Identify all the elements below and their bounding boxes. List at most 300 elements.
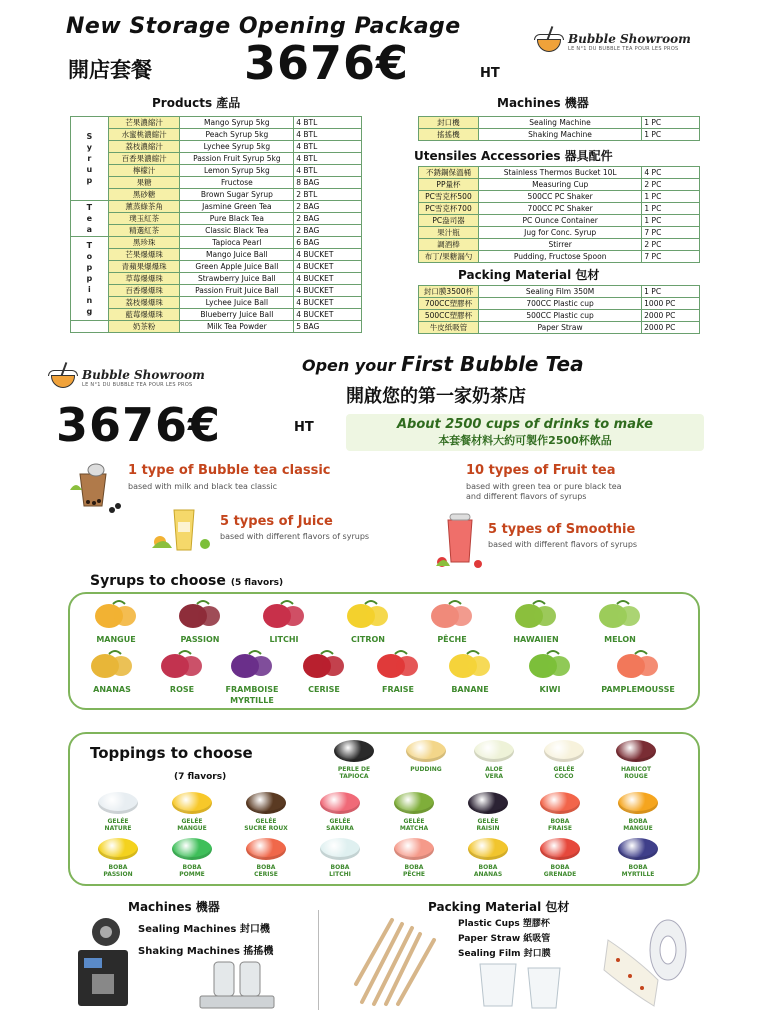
topping-item (312, 838, 368, 878)
product-name-en: Mango Juice Ball (180, 249, 294, 261)
syrup-flavor-label: LITCHI (269, 635, 299, 644)
syrup-flavor-label: HAWAIIEN (513, 635, 559, 644)
product-name-cn: 草莓爆爆珠 (108, 273, 180, 285)
item-name-cn: 布丁/果糖漏勺 (419, 251, 479, 263)
item-qty: 2000 PC (642, 310, 700, 322)
category-letter: T (86, 241, 93, 250)
bottom-divider (318, 910, 319, 1010)
syrups-heading-row (90, 570, 283, 589)
promo-headline (302, 352, 584, 376)
topping-label: HARICOT ROUGE (620, 766, 652, 780)
packing-row (419, 310, 700, 322)
products-row (71, 285, 362, 297)
topping-bowl-icon (468, 838, 508, 860)
utensils-table (418, 166, 700, 263)
item-name-cn: 500CC塑膠杯 (419, 310, 479, 322)
products-row (71, 165, 362, 177)
topping-item (238, 838, 294, 878)
shaking-machine-icon (196, 956, 278, 1010)
syrup-flavor-label: PÊCHE (437, 635, 467, 644)
product-name-en: Classic Black Tea (180, 225, 294, 237)
fruit-icon (299, 648, 349, 680)
item-name-en: 500CC Plastic cup (478, 310, 641, 322)
product-qty: 4 BTL (294, 141, 362, 153)
item-qty: 1 PC (642, 286, 700, 298)
topping-label: GELÉE MATCHA (399, 818, 429, 832)
products-row (71, 261, 362, 273)
item-qty: 4 PC (642, 167, 700, 179)
packing-row (419, 286, 700, 298)
syrup-item (596, 648, 680, 695)
topping-item (610, 838, 666, 878)
category-letter: p (86, 274, 93, 283)
topping-label: BOBA LITCHI (329, 864, 351, 878)
topping-item (398, 740, 454, 773)
utensils-row (419, 191, 700, 203)
topping-bowl-icon (540, 838, 580, 860)
machines-table (418, 116, 700, 141)
fruit-icon (87, 648, 137, 680)
packing-row (419, 298, 700, 310)
promo-price: 3676€ (56, 398, 222, 452)
item-qty: 2 PC (642, 239, 700, 251)
products-row (71, 309, 362, 321)
bottom-machines-heading: Machines 機器 (128, 900, 220, 914)
product-name-cn: 果糖 (108, 177, 180, 189)
products-row (71, 273, 362, 285)
product-name-cn: 青蘋果爆爆珠 (108, 261, 180, 273)
feature-sub-classic: based with milk and black tea classic (128, 482, 277, 491)
category-letter: i (87, 285, 91, 294)
topping-label: BOBA FRAISE (547, 818, 572, 832)
feature-sub-smoothie: based with different flavors of syrups (488, 540, 638, 549)
paper-straw-label: Paper Straw 紙吸管 (458, 934, 551, 944)
item-name-en: 700CC PC Shaker (478, 203, 641, 215)
item-name-en: Measuring Cup (478, 179, 641, 191)
item-name-en: Sealing Film 350M (478, 286, 641, 298)
feature-title-juice: 5 types of Juice (220, 514, 333, 529)
fruit-icon (175, 598, 225, 630)
products-heading: Products 產品 (152, 96, 241, 110)
category-label-syrup (71, 117, 109, 201)
fruit-icon (525, 648, 575, 680)
category-letter: r (87, 154, 92, 163)
milk-tea-cup-icon (66, 460, 122, 516)
syrup-item (508, 648, 592, 695)
product-qty: 2 BAG (294, 201, 362, 213)
fruit-icon (373, 648, 423, 680)
topping-item (460, 792, 516, 832)
product-name-cn: 黑砂糖 (108, 189, 180, 201)
product-name-en: Green Apple Juice Ball (180, 261, 294, 273)
plastic-cups-icon (470, 956, 594, 1010)
topping-item (326, 740, 382, 780)
sealing-machine-icon (70, 914, 136, 1010)
fruit-icon (343, 598, 393, 630)
product-name-en: Peach Syrup 5kg (180, 129, 294, 141)
category-label-topping (71, 237, 109, 321)
sealing-film-icon (598, 910, 694, 1010)
cups-line: About 2500 cups of drinks to make (397, 417, 653, 432)
syrup-item (578, 598, 662, 645)
product-name-cn: 黑珍珠 (108, 237, 180, 249)
syrup-item (158, 598, 242, 645)
product-qty: 4 BUCKET (294, 309, 362, 321)
topping-label: BOBA PASSION (103, 864, 133, 878)
product-name-en: Jasmine Green Tea (180, 201, 294, 213)
topping-bowl-icon (540, 792, 580, 814)
topping-item (90, 792, 146, 832)
syrup-item (428, 648, 512, 695)
topping-bowl-icon (544, 740, 584, 762)
fruit-icon (511, 598, 561, 630)
smoothie-cup-icon (434, 510, 486, 570)
logo-name: Bubble Showroom (82, 368, 205, 382)
topping-item (386, 838, 442, 878)
products-row (71, 237, 362, 249)
category-label-empty (71, 321, 109, 333)
syrup-flavor-label: BANANE (451, 685, 489, 694)
product-name-cn: 荔枝爆爆珠 (108, 297, 180, 309)
packing-row (419, 322, 700, 334)
fruit-icon (227, 648, 277, 680)
category-letter: S (86, 132, 93, 141)
brand-logo-2 (48, 366, 205, 390)
topping-bowl-icon (98, 838, 138, 860)
product-name-en: Mango Syrup 5kg (180, 117, 294, 129)
product-qty: 2 BAG (294, 213, 362, 225)
topping-label: ALOE VERA (484, 766, 503, 780)
category-letter: p (86, 176, 93, 185)
product-qty: 4 BUCKET (294, 297, 362, 309)
item-name-en: Sealing Machine (478, 117, 641, 129)
juice-cup-icon (150, 504, 216, 554)
promo-cn: 開啟您的第一家奶茶店 (346, 386, 526, 407)
item-name-cn: 搖搖機 (419, 129, 479, 141)
packing-table (418, 285, 700, 334)
topping-label: GELÉE SAKURA (326, 818, 354, 832)
syrup-flavor-label: ROSE (169, 685, 195, 694)
topping-label: GELÉE RAISIN (476, 818, 500, 832)
topping-label: BOBA POMME (179, 864, 205, 878)
topping-bowl-icon (334, 740, 374, 762)
topping-bowl-icon (618, 838, 658, 860)
category-letter: g (86, 307, 93, 316)
syrup-item (494, 598, 578, 645)
plastic-cups-label: Plastic Cups 塑膠杯 (458, 919, 550, 929)
toppings-count: (7 flavors) (174, 772, 227, 782)
product-name-en: Lychee Juice Ball (180, 297, 294, 309)
topping-label: GELÉE MANGUE (177, 818, 207, 832)
item-name-cn: 700CC塑膠杯 (419, 298, 479, 310)
products-row (71, 201, 362, 213)
category-label-tea (71, 201, 109, 237)
shaking-machines-label: Shaking Machines 搖搖機 (138, 946, 274, 957)
item-name-en: PC Ounce Container (478, 215, 641, 227)
syrup-flavor-label: MELON (604, 635, 636, 644)
topping-bowl-icon (320, 838, 360, 860)
syrup-item (410, 598, 494, 645)
product-name-cn: 薰蒸綠茶角 (108, 201, 180, 213)
logo-tagline: LE N°1 DU BUBBLE TEA POUR LES PROS (82, 382, 193, 388)
bottom-packing-heading: Packing Material 包材 (428, 900, 570, 914)
item-qty: 1 PC (642, 203, 700, 215)
topping-bowl-icon (98, 792, 138, 814)
topping-label: PUDDING (410, 766, 442, 773)
item-name-en: Stirrer (478, 239, 641, 251)
syrup-item (282, 648, 366, 695)
products-row (71, 249, 362, 261)
topping-item (532, 792, 588, 832)
product-qty: 4 BTL (294, 153, 362, 165)
product-name-en: Pure Black Tea (180, 213, 294, 225)
topping-bowl-icon (468, 792, 508, 814)
topping-label: GELÉE COCO (553, 766, 575, 780)
item-name-en: 500CC PC Shaker (478, 191, 641, 203)
syrup-item (74, 598, 158, 645)
item-name-en: Shaking Machine (478, 129, 641, 141)
package-price: 3676€ (244, 36, 410, 90)
item-name-cn: PP量杯 (419, 179, 479, 191)
products-row (71, 321, 362, 333)
topping-item (386, 792, 442, 832)
topping-bowl-icon (406, 740, 446, 762)
packing-heading: Packing Material 包材 (458, 268, 600, 282)
product-name-cn: 檸檬汁 (108, 165, 180, 177)
product-name-en: Strawberry Juice Ball (180, 273, 294, 285)
products-row (71, 117, 362, 129)
products-table (70, 116, 362, 333)
item-name-cn: 調酒棒 (419, 239, 479, 251)
syrups-count: (5 flavors) (230, 578, 284, 588)
syrup-flavor-label: KIWI (539, 685, 561, 694)
topping-label: BOBA PÊCHE (402, 864, 426, 878)
syrup-item (326, 598, 410, 645)
topping-item (164, 838, 220, 878)
product-name-en: Passion Fruit Syrup 5kg (180, 153, 294, 165)
syrup-flavor-label: MANGUE (96, 635, 136, 644)
feature-title-smoothie: 5 types of Smoothie (488, 522, 636, 537)
promo-prefix: Open your (302, 356, 402, 375)
item-name-cn: 果汁瓶 (419, 227, 479, 239)
product-name-cn: 精選紅茶 (108, 225, 180, 237)
product-name-cn: 璞玉紅茶 (108, 213, 180, 225)
topping-label: GELÉE SUCRE ROUX (244, 818, 288, 832)
topping-item (466, 740, 522, 780)
sealing-film-label: Sealing Film 封口膜 (458, 949, 551, 959)
syrup-item (242, 598, 326, 645)
products-row (71, 129, 362, 141)
product-qty: 5 BAG (294, 321, 362, 333)
promo-main: First Bubble Tea (401, 352, 584, 376)
topping-label: BOBA GRENADE (543, 864, 577, 878)
category-letter: y (86, 143, 92, 152)
syrup-flavor-label: CITRON (351, 635, 385, 644)
product-qty: 8 BAG (294, 177, 362, 189)
category-letter: T (86, 203, 93, 212)
feature-title-classic: 1 type of Bubble tea classic (128, 463, 331, 478)
utensils-row (419, 227, 700, 239)
cup-logo-icon (534, 30, 564, 54)
utensils-row (419, 251, 700, 263)
item-qty: 1 PC (642, 191, 700, 203)
machines-row (419, 129, 700, 141)
product-name-en: Tapioca Pearl (180, 237, 294, 249)
fruit-icon (595, 598, 645, 630)
topping-item (536, 740, 592, 780)
topping-item (238, 792, 294, 832)
topping-bowl-icon (320, 792, 360, 814)
promo-price-suffix: HT (294, 420, 314, 435)
syrup-flavor-label: ANANAS (93, 685, 131, 694)
item-qty: 1 PC (642, 215, 700, 227)
category-letter: p (86, 263, 93, 272)
item-name-cn: 牛皮紙吸管 (419, 322, 479, 334)
item-name-en: Jug for Conc. Syrup (478, 227, 641, 239)
category-letter: e (86, 214, 93, 223)
product-name-en: Lychee Syrup 5kg (180, 141, 294, 153)
product-name-cn: 芒果爆爆珠 (108, 249, 180, 261)
brand-logo (534, 30, 691, 54)
product-qty: 4 BTL (294, 117, 362, 129)
product-qty: 2 BAG (294, 225, 362, 237)
machines-row (419, 117, 700, 129)
utensils-row (419, 167, 700, 179)
topping-item (608, 740, 664, 780)
feature-title-fruit: 10 types of Fruit tea (466, 463, 616, 478)
products-row (71, 189, 362, 201)
products-row (71, 297, 362, 309)
logo-tagline: LE N°1 DU BUBBLE TEA POUR LES PROS (568, 46, 679, 52)
products-row (71, 153, 362, 165)
topping-label: BOBA ANANAS (473, 864, 503, 878)
product-name-cn: 百香爆爆珠 (108, 285, 180, 297)
item-name-cn: 封口膜3500杯 (419, 286, 479, 298)
category-letter: n (86, 296, 93, 305)
feature-sub-fruit: based with green tea or pure black tea and different flavors of syrups (466, 482, 622, 501)
topping-item (532, 838, 588, 878)
feature-sub-juice: based with different flavors of syrups (220, 532, 370, 541)
product-qty: 4 BTL (294, 165, 362, 177)
product-name-cn: 芒果濃縮汁 (108, 117, 180, 129)
topping-item (90, 838, 146, 878)
product-name-en: Blueberry Juice Ball (180, 309, 294, 321)
syrup-flavor-label: PASSION (180, 635, 220, 644)
product-qty: 4 BUCKET (294, 273, 362, 285)
product-name-en: Milk Tea Powder (180, 321, 294, 333)
item-qty: 1 PC (642, 117, 700, 129)
fruit-icon (259, 598, 309, 630)
topping-label: BOBA MANGUE (623, 818, 653, 832)
product-name-en: Brown Sugar Syrup (180, 189, 294, 201)
syrup-flavor-label: PAMPLEMOUSSE (601, 685, 675, 694)
item-name-cn: 不銹鋼保溫桶 (419, 167, 479, 179)
products-row (71, 141, 362, 153)
category-letter: a (86, 225, 93, 234)
products-row (71, 225, 362, 237)
topping-item (164, 792, 220, 832)
product-name-en: Passion Fruit Juice Ball (180, 285, 294, 297)
price-suffix: HT (480, 66, 500, 81)
logo-name: Bubble Showroom (568, 32, 691, 46)
item-qty: 7 PC (642, 251, 700, 263)
product-qty: 6 BAG (294, 237, 362, 249)
products-row (71, 213, 362, 225)
category-letter: u (86, 165, 93, 174)
topping-bowl-icon (394, 792, 434, 814)
syrups-heading: Syrups to choose (90, 573, 226, 589)
topping-bowl-icon (394, 838, 434, 860)
cup-logo-icon (48, 366, 78, 390)
item-name-cn: 封口機 (419, 117, 479, 129)
item-name-en: 700CC Plastic cup (478, 298, 641, 310)
cups-box (346, 414, 704, 451)
fruit-icon (157, 648, 207, 680)
item-qty: 2 PC (642, 179, 700, 191)
product-qty: 2 BTL (294, 189, 362, 201)
utensils-heading: Utensiles Accessories 器具配件 (414, 149, 613, 163)
product-name-cn: 藍莓爆爆珠 (108, 309, 180, 321)
product-name-cn: 百香果濃縮汁 (108, 153, 180, 165)
topping-label: BOBA CERISE (254, 864, 278, 878)
products-row (71, 177, 362, 189)
utensils-row (419, 215, 700, 227)
fruit-icon (445, 648, 495, 680)
product-qty: 4 BUCKET (294, 261, 362, 273)
paper-straws-icon (352, 914, 452, 1010)
category-letter: o (86, 252, 93, 261)
page-title-cn: 開店套餐 (68, 58, 152, 82)
utensils-row (419, 179, 700, 191)
topping-bowl-icon (616, 740, 656, 762)
topping-item (460, 838, 516, 878)
topping-bowl-icon (474, 740, 514, 762)
product-qty: 4 BTL (294, 129, 362, 141)
sealing-machines-label: Sealing Machines 封口機 (138, 924, 270, 935)
topping-bowl-icon (618, 792, 658, 814)
topping-bowl-icon (246, 792, 286, 814)
topping-label: BOBA MYRTILLE (621, 864, 655, 878)
product-qty: 4 BUCKET (294, 249, 362, 261)
item-name-cn: PC盎司器 (419, 215, 479, 227)
item-qty: 1000 PC (642, 298, 700, 310)
topping-bowl-icon (172, 792, 212, 814)
product-qty: 4 BUCKET (294, 285, 362, 297)
topping-label: PERLE DE TAPIOCA (337, 766, 371, 780)
item-qty: 1 PC (642, 129, 700, 141)
syrup-flavor-label: FRAISE (381, 685, 415, 694)
page-title: New Storage Opening Package (66, 14, 461, 39)
syrup-flavor-label: FRAMBOISE MYRTILLE (225, 685, 279, 705)
utensils-row (419, 239, 700, 251)
utensils-row (419, 203, 700, 215)
fruit-icon (427, 598, 477, 630)
fruit-icon (91, 598, 141, 630)
cups-line-cn: 本套餐材料大約可製作2500杯飲品 (438, 434, 612, 447)
item-qty: 2000 PC (642, 322, 700, 334)
topping-bowl-icon (246, 838, 286, 860)
item-name-en: Pudding, Fructose Spoon (478, 251, 641, 263)
topping-item (312, 792, 368, 832)
topping-label: GELÉE NATURE (104, 818, 132, 832)
product-name-cn: 奶茶粉 (108, 321, 180, 333)
item-name-en: Stainless Thermos Bucket 10L (478, 167, 641, 179)
item-name-en: Paper Straw (478, 322, 641, 334)
product-name-cn: 荔枝濃縮汁 (108, 141, 180, 153)
product-name-en: Fructose (180, 177, 294, 189)
item-qty: 7 PC (642, 227, 700, 239)
fruit-icon (613, 648, 663, 680)
